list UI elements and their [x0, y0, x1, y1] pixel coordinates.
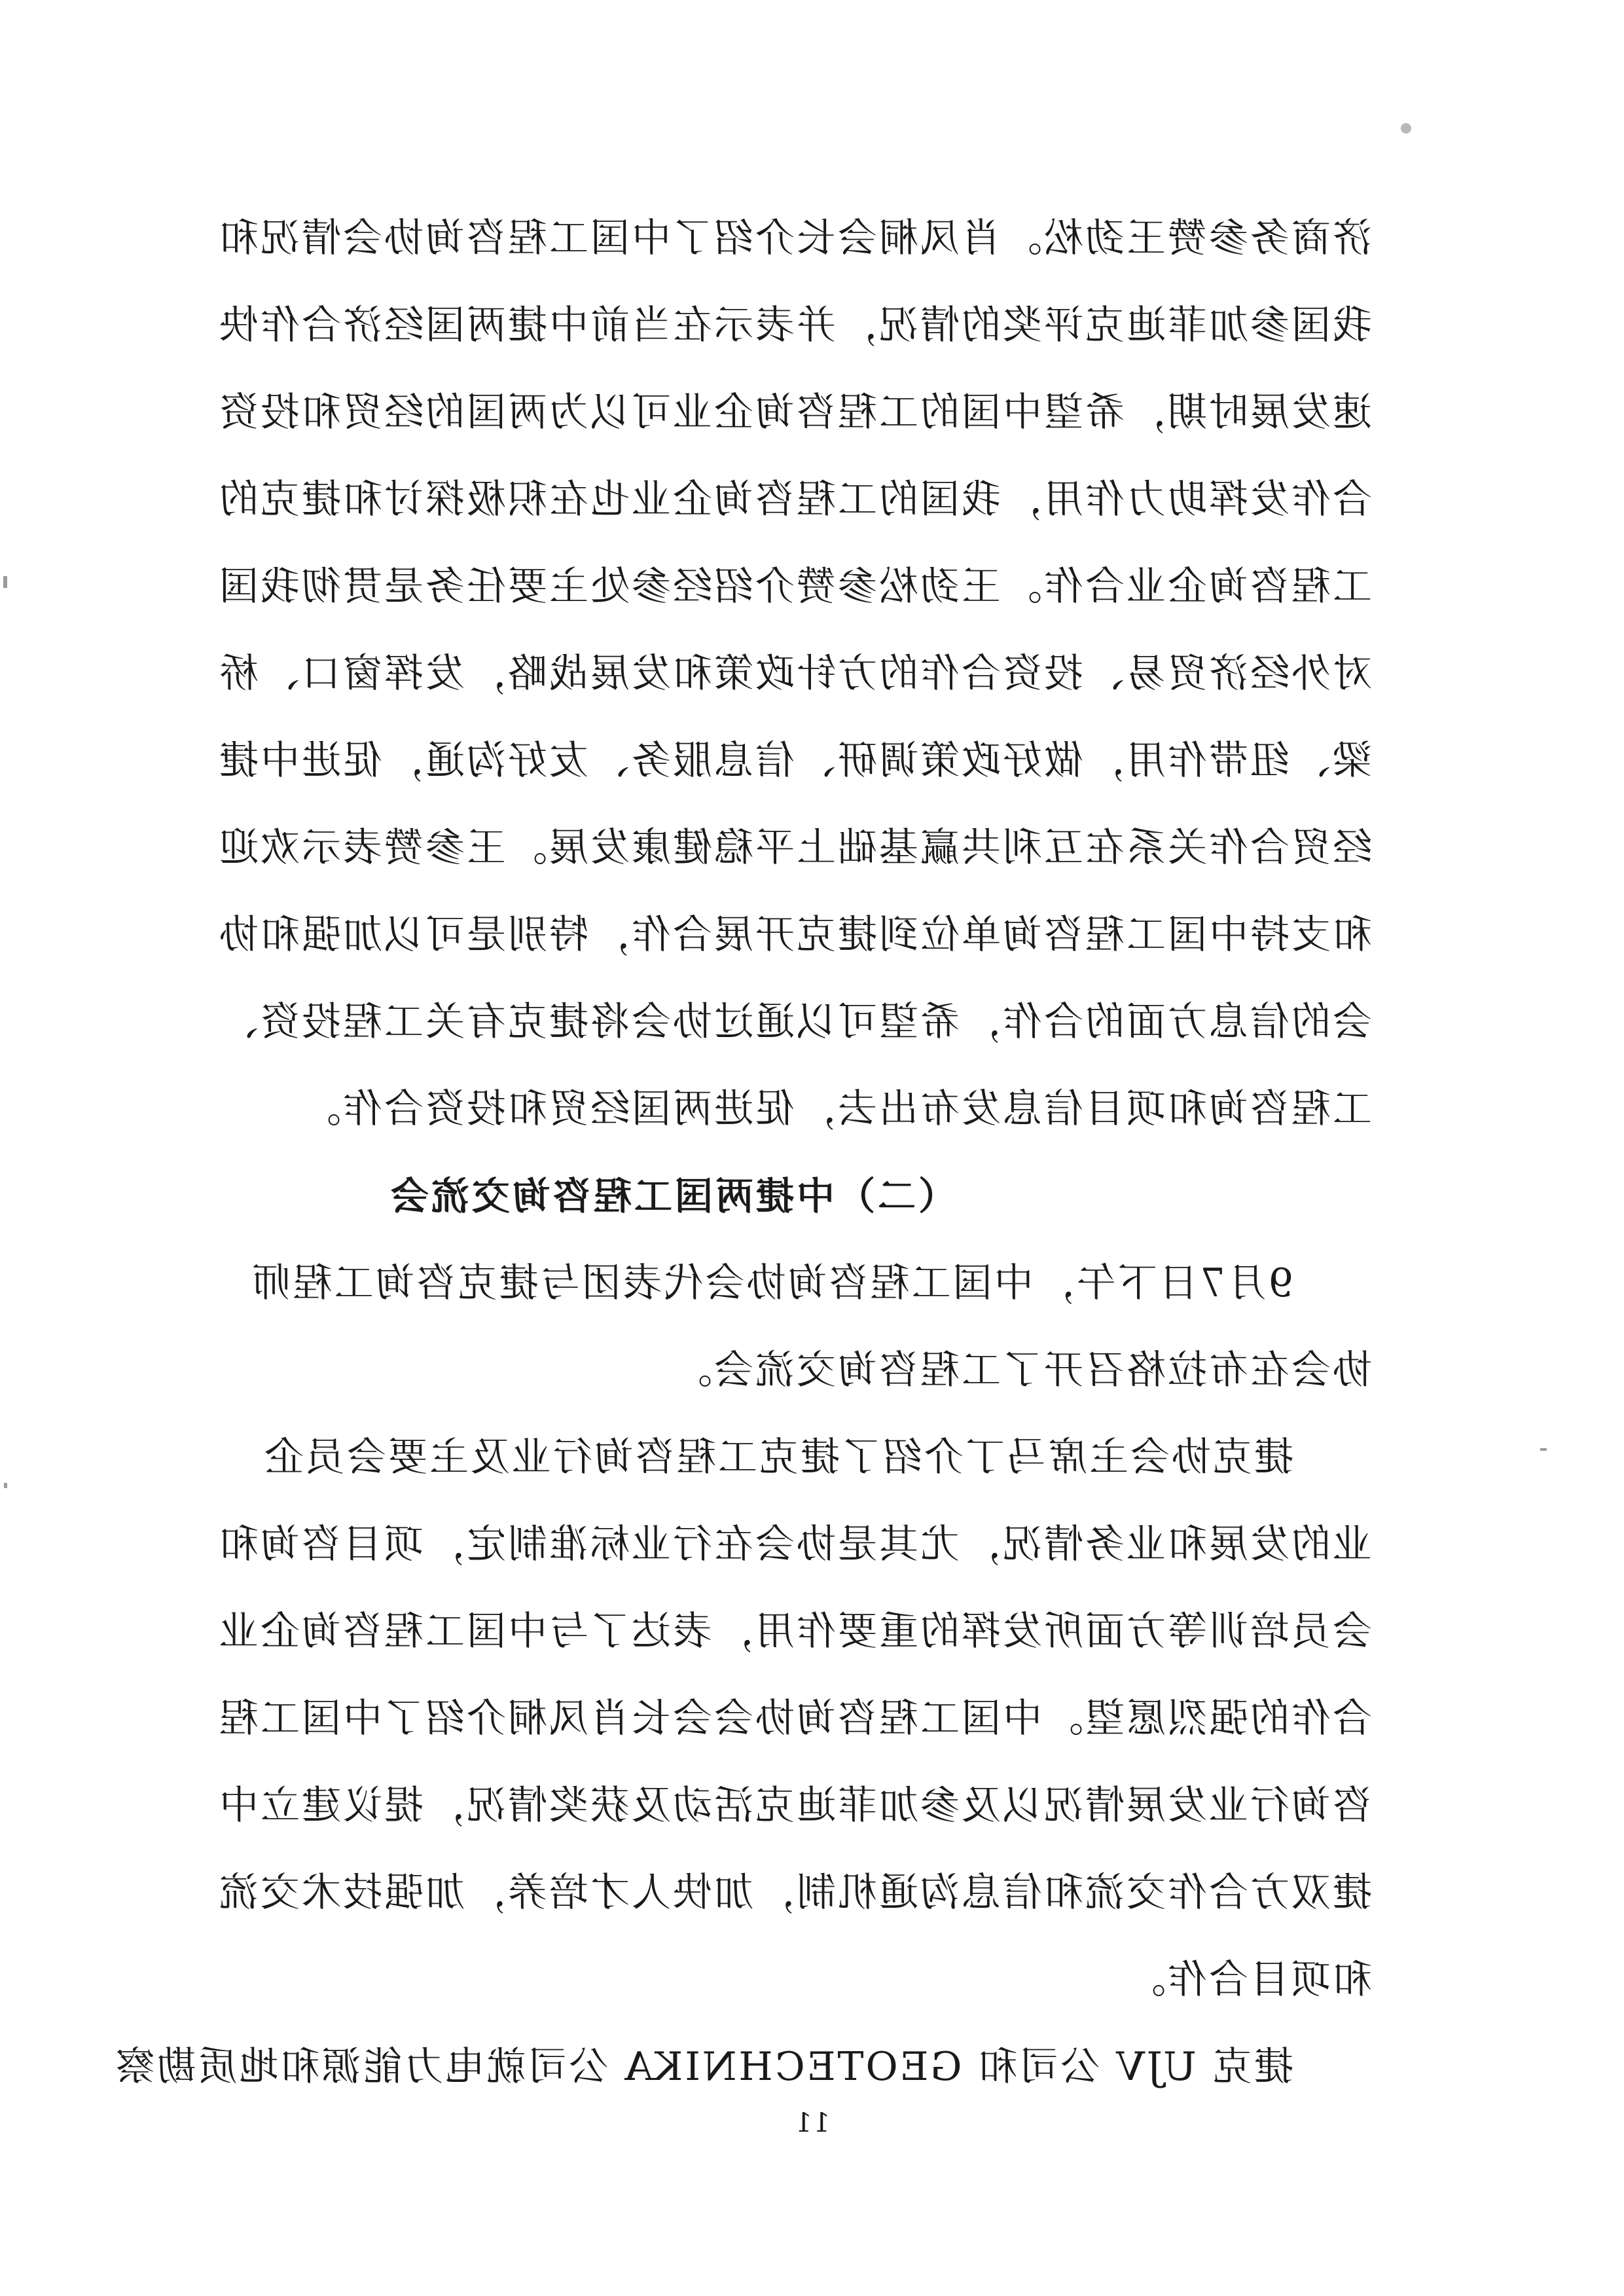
paragraph-line: 协会在布拉格召开了工程咨询交流会。	[671, 1347, 1372, 1393]
paragraph-line: 速发展时期，希望中国的工程咨询企业可以为两国的经贸和投资	[217, 390, 1372, 435]
paragraph-line: 业的发展和业务情况，尤其是协会在行业标准制定，项目咨询和	[217, 1522, 1372, 1567]
paragraph-line: 工程咨询企业合作。王劲松参赞介绍经参处主要任务是贯彻我国	[217, 564, 1372, 610]
paragraph-line: 9月7日下午，中国工程咨询协会代表团与捷克咨询工程师	[249, 1260, 1293, 1306]
paragraph-line: 经贸合作关系在互利共赢基础上平稳健康发展。王参赞表示欢迎	[217, 825, 1372, 871]
paragraph-line: 会的信息方面的合作，希望可以通过协会将捷克有关工程投资、	[217, 999, 1372, 1045]
paragraph-line: 济商务参赞王劲松。肖凤桐会长介绍了中国工程咨询协会情况和	[217, 215, 1372, 261]
paragraph-line: 我国参加菲迪克评奖的情况，并表示在当前中捷两国经济合作快	[217, 302, 1372, 348]
scan-speck	[1401, 123, 1411, 134]
page-number: 11	[794, 2108, 830, 2138]
scan-edge-mark	[1540, 1448, 1547, 1451]
paragraph-line: 捷克 UJV 公司和 GEOTECHNIKA 公司就电力能源和地质勘察	[113, 2044, 1293, 2090]
scan-edge-mark	[3, 576, 7, 588]
paragraph-line: 梁、纽带作用，做好政策调研、信息服务、友好沟通，促进中捷	[217, 738, 1372, 784]
paragraph-line: 捷克协会主席马丁介绍了捷克工程咨询行业及主要会员企	[262, 1434, 1293, 1480]
section-heading: （二）中捷两国工程咨询交流会	[388, 1174, 956, 1218]
paragraph-line: 合作的强烈愿望。中国工程咨询协会会长肖凤桐介绍了中国工程	[217, 1696, 1372, 1741]
paragraph-line: 会员培训等方面所发挥的重要作用，表达了与中国工程咨询企业	[217, 1609, 1372, 1654]
paragraph-line: 合作发挥助力作用，我国的工程咨询企业也在积极探讨和捷克的	[217, 477, 1372, 522]
paragraph-line: 和支持中国工程咨询单位到捷克开展合作，特别是可以加强和协	[217, 912, 1372, 958]
paragraph-line: 对外经济贸易、投资合作的方针政策和发展战略，发挥窗口、桥	[217, 651, 1372, 697]
paragraph-line: 工程咨询和项目信息发布出去，促进两国经贸和投资合作。	[300, 1086, 1372, 1132]
paragraph-line: 咨询行业发展情况以及参加菲迪克活动及获奖情况，提议建立中	[217, 1783, 1372, 1829]
paragraph-line: 捷双方合作交流和信息沟通机制，加快人才培养，加强技术交流	[217, 1870, 1372, 1916]
paragraph-line: 和项目合作。	[1125, 1957, 1372, 2003]
scan-edge-mark	[4, 1483, 7, 1488]
document-body	[113, 195, 1372, 2111]
